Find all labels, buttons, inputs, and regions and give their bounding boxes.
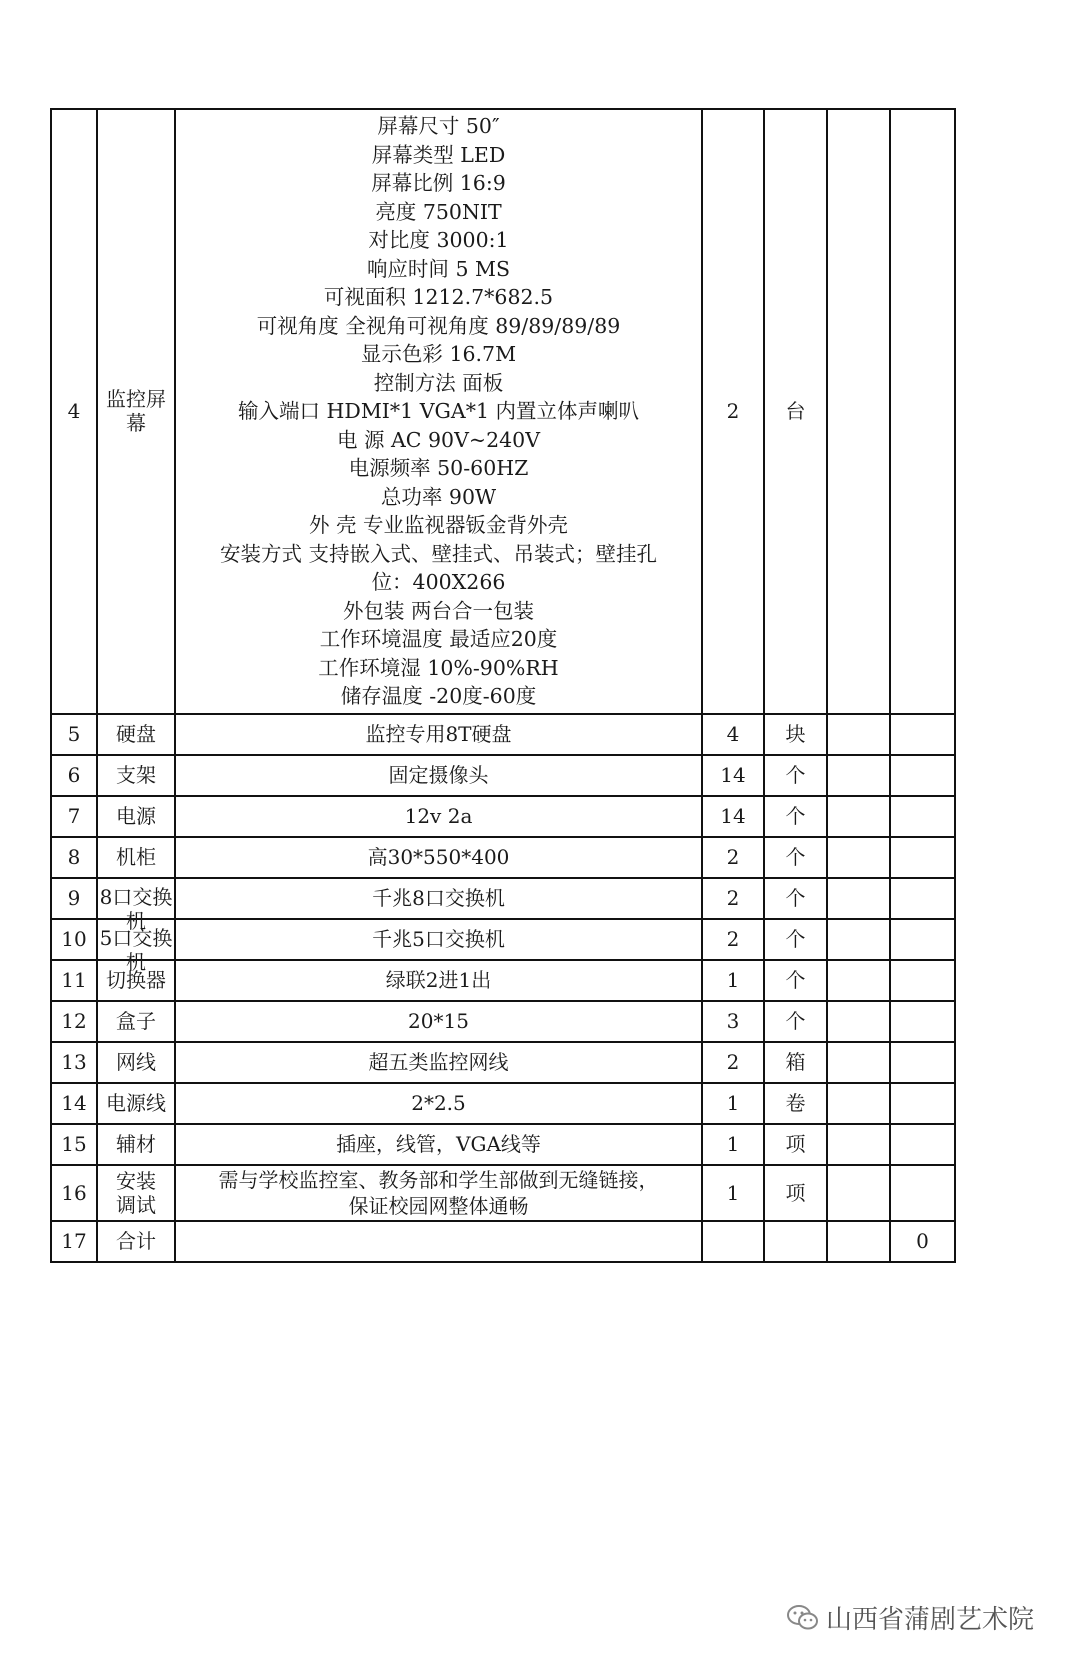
item-name: 切换器 — [97, 960, 175, 1001]
item-spec: 千兆8口交换机 — [175, 878, 702, 919]
item-spec — [175, 1165, 702, 1221]
spec-line: 保证校园网整体通畅 — [348, 1193, 529, 1218]
item-name: 盒子 — [97, 1001, 175, 1042]
item-unit: 块 — [764, 714, 827, 755]
spec-line: 工作环境温度 最适应20度 — [319, 627, 558, 651]
item-spec — [175, 109, 702, 714]
item-name — [97, 109, 175, 714]
item-name-text: 8口交换机 — [99, 884, 173, 933]
item-name-text: 5口交换机 — [99, 925, 173, 974]
row-number: 5 — [51, 714, 97, 755]
table-row — [51, 919, 955, 960]
table-row — [51, 960, 955, 1001]
spec-line: 需与学校监控室、教务部和学生部做到无缝链接， — [218, 1167, 659, 1192]
item-price — [827, 1001, 890, 1042]
item-price — [827, 878, 890, 919]
item-qty: 2 — [702, 109, 764, 714]
item-name — [97, 878, 175, 933]
item-unit — [764, 1221, 827, 1262]
spec-line: 亮度 750NIT — [375, 199, 502, 224]
spec-line: 屏幕类型 LED — [371, 142, 506, 167]
table-row — [51, 1083, 955, 1124]
item-total — [890, 714, 955, 755]
table-row — [51, 714, 955, 755]
item-total — [890, 837, 955, 878]
row-number: 15 — [51, 1124, 97, 1165]
item-qty: 1 — [702, 960, 764, 1001]
item-unit: 项 — [764, 1124, 827, 1165]
item-total — [890, 1083, 955, 1124]
item-unit: 台 — [764, 109, 827, 714]
item-name: 支架 — [97, 755, 175, 796]
table-row — [51, 755, 955, 796]
table-row — [51, 1165, 955, 1221]
item-name: 电源 — [97, 796, 175, 837]
item-total — [890, 1165, 955, 1221]
item-name: 硬盘 — [97, 714, 175, 755]
item-price — [827, 960, 890, 1001]
item-spec: 绿联2进1出 — [175, 960, 702, 1001]
item-qty: 3 — [702, 1001, 764, 1042]
item-total — [890, 878, 955, 919]
item-unit: 个 — [764, 960, 827, 1001]
item-name: 电源线 — [97, 1083, 175, 1124]
watermark-text: 山西省蒲剧艺术院 — [826, 1605, 1035, 1635]
item-price — [827, 796, 890, 837]
row-number: 9 — [51, 878, 97, 919]
item-name: 辅材 — [97, 1124, 175, 1165]
row-number: 14 — [51, 1083, 97, 1124]
spec-line: 屏幕比例 16:9 — [371, 171, 506, 195]
item-unit: 箱 — [764, 1042, 827, 1083]
item-unit: 项 — [764, 1165, 827, 1221]
item-qty: 2 — [702, 878, 764, 919]
spec-line: 安装方式 支持嵌入式、壁挂式、吊装式；壁挂孔 — [219, 541, 657, 566]
spec-line: 电 源 AC 90V~240V — [336, 427, 541, 452]
item-spec: 监控专用8T硬盘 — [175, 714, 702, 755]
item-total — [890, 109, 955, 714]
item-price — [827, 1165, 890, 1221]
spec-line: 屏幕尺寸 50″ — [377, 114, 500, 138]
item-spec: 2*2.5 — [175, 1083, 702, 1124]
table-row — [51, 1221, 955, 1262]
row-number: 11 — [51, 960, 97, 1001]
table-row — [51, 837, 955, 878]
item-price — [827, 714, 890, 755]
item-unit: 个 — [764, 837, 827, 878]
item-total — [890, 796, 955, 837]
item-total — [890, 919, 955, 960]
spec-line: 总功率 90W — [380, 484, 497, 509]
spec-line: 外 壳 专业监视器钣金背外壳 — [308, 513, 569, 537]
item-total — [890, 960, 955, 1001]
item-name-text: 安装调试 — [116, 1168, 156, 1217]
table-row — [51, 796, 955, 837]
item-spec: 超五类监控网线 — [175, 1042, 702, 1083]
item-qty: 1 — [702, 1124, 764, 1165]
table-row — [51, 878, 955, 919]
spec-line: 对比度 3000:1 — [368, 228, 509, 252]
row-number: 16 — [51, 1165, 97, 1221]
wechat-icon — [786, 1604, 820, 1632]
item-qty — [702, 1221, 764, 1262]
equipment-table — [50, 108, 956, 1263]
spec-line: 响应时间 5 MS — [366, 256, 511, 281]
item-name: 网线 — [97, 1042, 175, 1083]
item-name: 合计 — [97, 1221, 175, 1262]
item-spec: 插座，线管，VGA线等 — [175, 1124, 702, 1165]
row-number: 13 — [51, 1042, 97, 1083]
spec-line: 输入端口 HDMI*1 VGA*1 内置立体声喇叭 — [237, 399, 640, 423]
item-total — [890, 1001, 955, 1042]
item-qty: 2 — [702, 1042, 764, 1083]
item-total — [890, 1124, 955, 1165]
spec-line: 工作环境湿 10%-90%RH — [318, 655, 559, 680]
item-unit: 个 — [764, 796, 827, 837]
item-qty: 4 — [702, 714, 764, 755]
item-price — [827, 1124, 890, 1165]
item-price — [827, 837, 890, 878]
item-price — [827, 919, 890, 960]
item-qty: 1 — [702, 1083, 764, 1124]
item-unit: 个 — [764, 1001, 827, 1042]
item-unit: 卷 — [764, 1083, 827, 1124]
account-watermark — [786, 1599, 1034, 1636]
item-price — [827, 1083, 890, 1124]
item-qty: 2 — [702, 837, 764, 878]
item-unit: 个 — [764, 755, 827, 796]
item-qty: 1 — [702, 1165, 764, 1221]
spec-line: 可视面积 1212.7*682.5 — [323, 285, 554, 309]
table-row — [51, 1001, 955, 1042]
item-spec: 12v 2a — [175, 796, 702, 837]
row-number: 12 — [51, 1001, 97, 1042]
spec-line: 控制方法 面板 — [373, 370, 504, 395]
spec-line: 显示色彩 16.7M — [360, 342, 517, 366]
table-row — [51, 1042, 955, 1083]
item-total — [890, 1042, 955, 1083]
item-name — [97, 1165, 175, 1221]
spec-line: 电源频率 50-60HZ — [348, 456, 529, 480]
table-row — [51, 1124, 955, 1165]
spec-line: 位：400X266 — [371, 570, 506, 594]
item-spec: 高30*550*400 — [175, 837, 702, 878]
item-unit: 个 — [764, 919, 827, 960]
row-number: 17 — [51, 1221, 97, 1262]
item-spec: 固定摄像头 — [175, 755, 702, 796]
item-spec: 20*15 — [175, 1001, 702, 1042]
item-total — [890, 755, 955, 796]
item-qty: 14 — [702, 796, 764, 837]
item-price — [827, 755, 890, 796]
item-price — [827, 109, 890, 714]
row-number: 4 — [51, 109, 97, 714]
item-qty: 2 — [702, 919, 764, 960]
table-row — [51, 109, 955, 714]
row-number: 6 — [51, 755, 97, 796]
item-price — [827, 1221, 890, 1262]
row-number: 10 — [51, 919, 97, 960]
row-number: 8 — [51, 837, 97, 878]
row-number: 7 — [51, 796, 97, 837]
spec-line: 储存温度 -20度-60度 — [340, 684, 537, 708]
item-name-text: 监控屏幕 — [106, 387, 166, 436]
spec-line: 可视角度 全视角可视角度 89/89/89/89 — [256, 313, 621, 338]
item-price — [827, 1042, 890, 1083]
item-spec: 千兆5口交换机 — [175, 919, 702, 960]
item-qty: 14 — [702, 755, 764, 796]
item-unit: 个 — [764, 878, 827, 919]
spec-line: 外包装 两台合一包装 — [342, 598, 535, 623]
grand-total: 0 — [890, 1221, 955, 1262]
item-name: 机柜 — [97, 837, 175, 878]
item-spec — [175, 1221, 702, 1262]
